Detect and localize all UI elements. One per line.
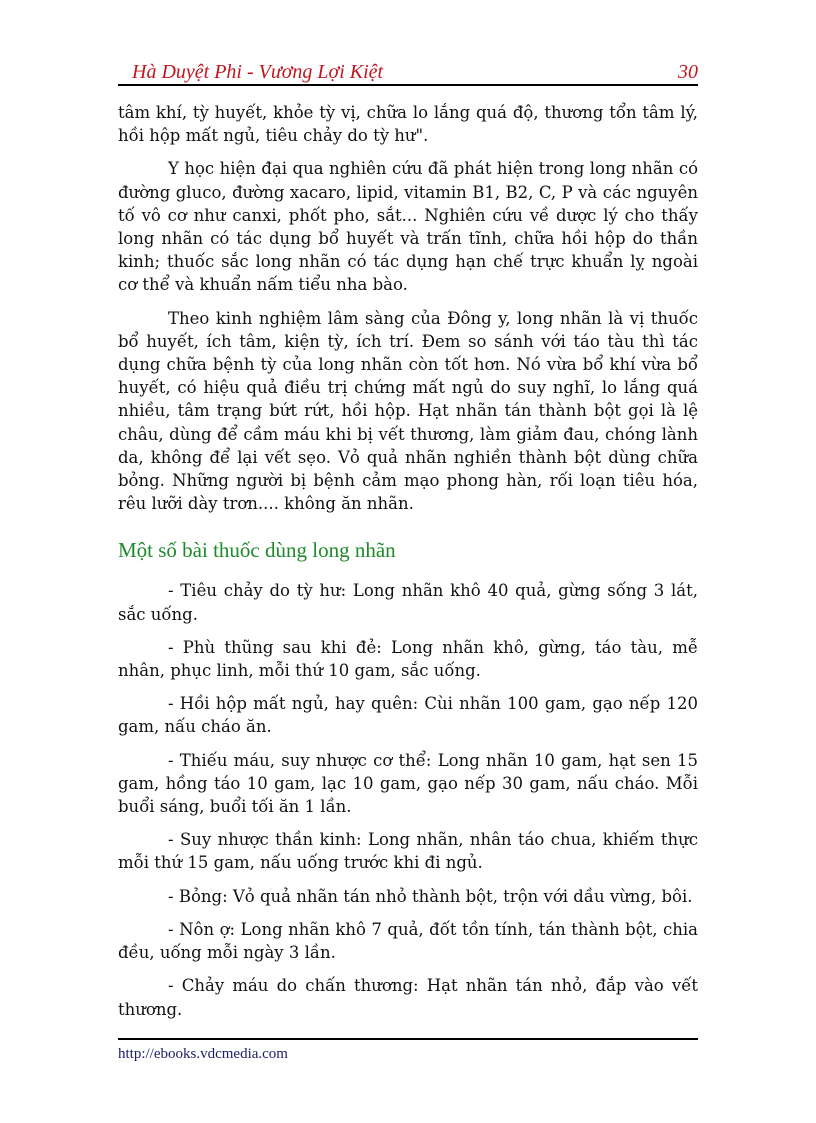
footer-url-link[interactable]: http://ebooks.vdcmedia.com [118, 1046, 288, 1062]
page-body [118, 101, 698, 1031]
remedy-item: - Phù thũng sau khi đẻ: Long nhãn khô, gừng, táo tàu, mễ nhân, phục linh, mỗi thứ 10 gam, sắc uống. [118, 637, 698, 681]
paragraph-continued: tâm khí, tỳ huyết, khỏe tỳ vị, chữa lo lắng quá độ, thương tổn tâm lý, hồi hộp mất ngủ, tiêu chảy do tỳ hư". [118, 103, 698, 146]
page-number: 30 [678, 61, 698, 83]
page-footer [118, 1038, 698, 1063]
paragraph: Theo kinh nghiệm lâm sàng của Đông y, long nhãn là vị thuốc bổ huyết, ích tâm, kiện tỳ, ích trí. Đem so sánh với táo tàu thì tác dụng chữa bệnh tỳ của long nhãn còn tốt hơn. Nó vừa bổ khí vừa bổ huyết, có hiệu quả điều trị chứng mất ngủ do suy nghĩ, lo lắng quá nhiều, tâm trạng bứt rứt, hồi hộp. Hạt nhãn tán thành bột gọi là lệ châu, dùng để cầm máu khi bị vết thương, làm giảm đau, chóng lành da, không để lại vết sẹo. Vỏ quả nhãn nghiền thành bột dùng chữa bỏng. Những người bị bệnh cảm mạo phong hàn, rối loạn tiêu hóa, rêu lưỡi dày trơn.... không ăn nhãn. [118, 308, 698, 514]
remedy-item: - Thiếu máu, suy nhược cơ thể: Long nhãn 10 gam, hạt sen 15 gam, hồng táo 10 gam, lạc 10 gam, gạo nếp 30 gam, nấu cháo. Mỗi buổi sáng, buổi tối ăn 1 lần. [118, 750, 698, 817]
running-header [118, 58, 698, 86]
remedy-item: - Hồi hộp mất ngủ, hay quên: Cùi nhãn 100 gam, gạo nếp 120 gam, nấu cháo ăn. [118, 694, 698, 737]
remedy-item: - Chảy máu do chấn thương: Hạt nhãn tán nhỏ, đắp vào vết thương. [118, 976, 698, 1019]
remedy-item: - Bỏng: Vỏ quả nhãn tán nhỏ thành bột, trộn với dầu vừng, bôi. [168, 886, 693, 906]
remedy-item: - Suy nhược thần kinh: Long nhãn, nhân táo chua, khiếm thực mỗi thứ 15 gam, nấu uống trước khi đi ngủ. [118, 830, 698, 873]
paragraph: Y học hiện đại qua nghiên cứu đã phát hiện trong long nhãn có đường gluco, đường xacaro, lipid, vitamin B1, B2, C, P và các nguyên tố vô cơ như canxi, phốt pho, sắt... Nghiên cứu về dược lý cho thấy long nhãn có tác dụng bổ huyết và trấn tĩnh, chữa hồi hộp do thần kinh; thuốc sắc long nhãn có tác dụng hạn chế trực khuẩn lỵ ngoài cơ thể và khuẩn nấm tiểu nha bào. [118, 159, 698, 295]
remedy-item: - Nôn ợ: Long nhãn khô 7 quả, đốt tồn tính, tán thành bột, chia đều, uống mỗi ngày 3 lần. [118, 919, 698, 963]
section-heading: Một số bài thuốc dùng long nhãn [118, 538, 396, 563]
remedy-item: - Tiêu chảy do tỳ hư: Long nhãn khô 40 quả, gừng sống 3 lát, sắc uống. [118, 581, 698, 624]
header-author: Hà Duyệt Phi - Vương Lợi Kiệt [132, 61, 384, 83]
